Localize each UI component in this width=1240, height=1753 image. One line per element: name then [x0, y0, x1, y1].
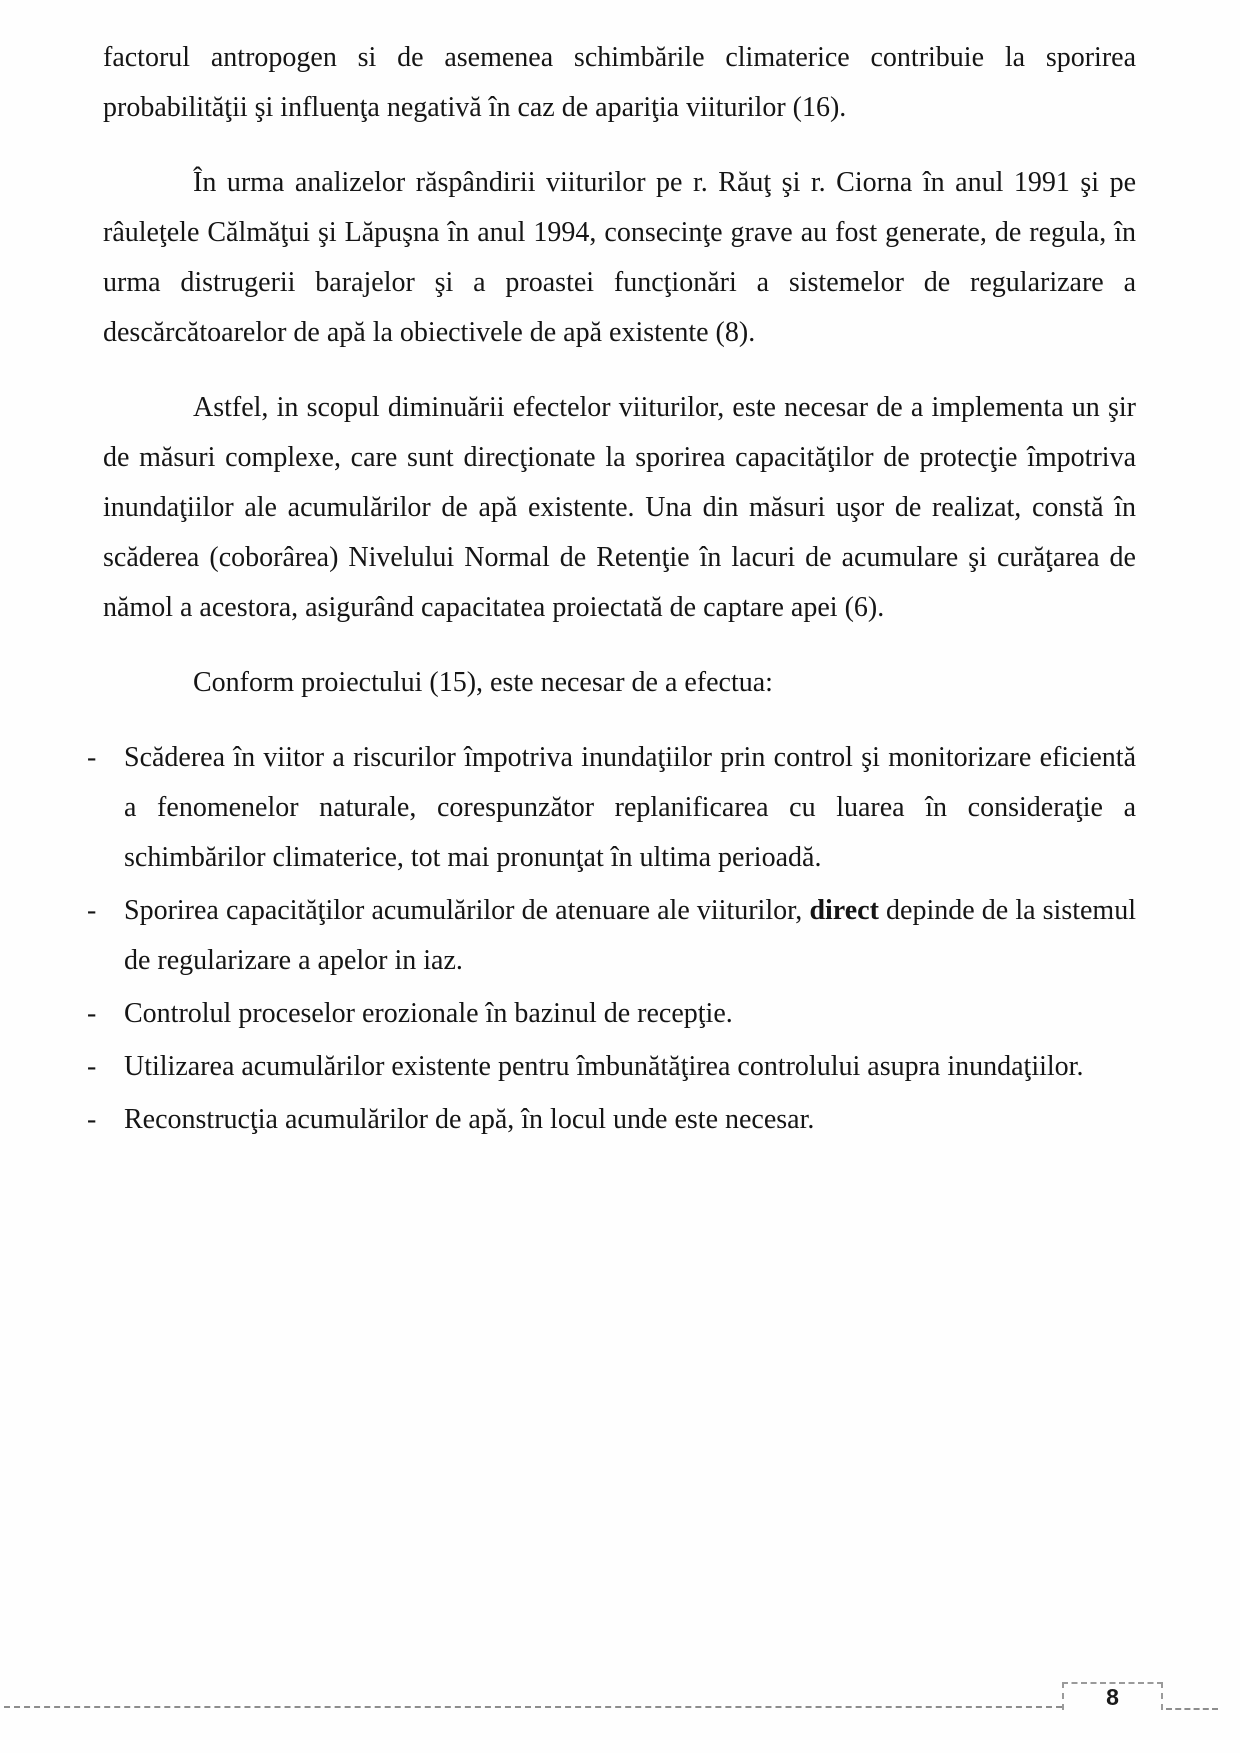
paragraph-4: Conform proiectului (15), este necesar de a efectua: [193, 667, 773, 698]
list-item-text-pre: Scăderea în viitor a riscurilor împotriva inundaţiilor prin control şi monitorizare eficientă a fenomenelor naturale, corespunzător replanificarea cu luarea în consideraţie a schimbărilor climaterice, tot mai pronunţat în ultima perioadă. [124, 742, 1136, 873]
page-body [87, 33, 1136, 1148]
bullet-marker: - [87, 1104, 97, 1135]
paragraph-2: În urma analizelor răspândirii viiturilor pe r. Răuţ şi r. Ciorna în anul 1991 şi pe râuleţele Călmăţui şi Lăpuşna în anul 1994, consecinţe grave au fost generate, de regula, în urma distrugerii barajelor şi a proastei funcţionări a sistemelor de regularizare a descărcătoarelor de apă la obiectivele de apă existente (8). [103, 167, 1136, 348]
list-item-text-post: depinde de la sistemul de regularizare a apelor in iaz. [124, 895, 1136, 976]
list-item-text [124, 998, 733, 1029]
list-item [87, 989, 1136, 1039]
list-item-text [124, 1051, 1083, 1082]
list-item-text-pre: Sporirea capacităţilor acumulărilor de atenuare ale viiturilor, [124, 895, 810, 926]
footer-dashed-line-left [4, 1706, 1062, 1708]
list-item [87, 1042, 1136, 1092]
footer-dashed-line-right [1166, 1708, 1218, 1710]
list-item [87, 733, 1136, 883]
bullet-list [87, 733, 1136, 1145]
page-number-box [1062, 1682, 1163, 1710]
bullet-marker: - [87, 895, 97, 926]
list-item-text-pre: Controlul proceselor erozionale în bazinul de recepţie. [124, 998, 733, 1029]
paragraph-3: Astfel, in scopul diminuării efectelor viiturilor, este necesar de a implementa un şir de măsuri complexe, care sunt direcţionate la sporirea capacităţilor de protecţie împotriva inundaţiilor ale acumulărilor de apă existente. Una din măsuri uşor de realizat, constă în scăderea (coborârea) Nivelului Normal de Retenţie în lacuri de acumulare şi curăţarea de nămol a acestora, asigurând capacitatea proiectată de captare apei (6). [103, 392, 1136, 623]
page-number: 8 [1106, 1683, 1119, 1710]
bullet-marker: - [87, 998, 97, 1029]
list-item-text-pre: Reconstrucţia acumulărilor de apă, în locul unde este necesar. [124, 1104, 815, 1135]
list-item-text-bold: direct [809, 895, 879, 926]
list-item [87, 1095, 1136, 1145]
list-item [87, 886, 1136, 986]
list-item-text-pre: Utilizarea acumulărilor existente pentru îmbunătăţirea controlului asupra inundaţiilor. [124, 1051, 1084, 1082]
paragraph-1: factorul antropogen si de asemenea schimbările climaterice contribuie la sporirea probabilităţii şi influenţa negativă în caz de apariţia viiturilor (16). [103, 42, 1136, 123]
bullet-marker: - [87, 1051, 97, 1082]
list-item-text [124, 742, 1136, 873]
bullet-marker: - [87, 742, 97, 773]
list-item-text [124, 895, 1136, 976]
list-item-text [124, 1104, 814, 1135]
